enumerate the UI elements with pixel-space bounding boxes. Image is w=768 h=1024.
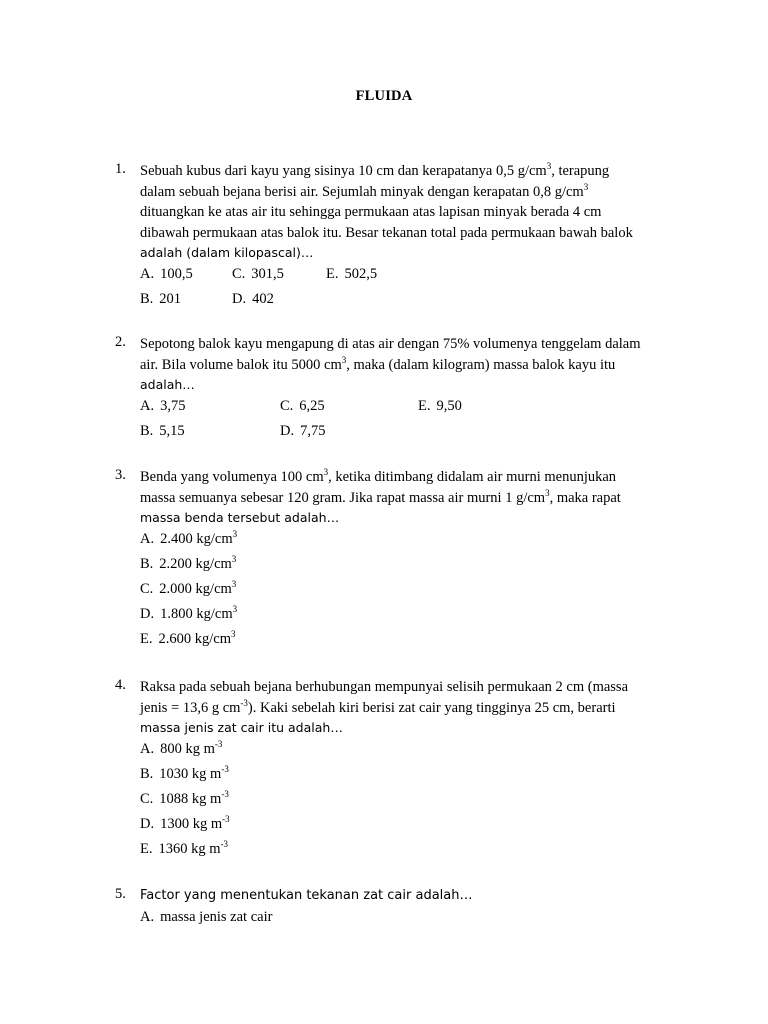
question-number: 4. <box>115 677 126 693</box>
stem-text: , ketika ditimbang didalam air murni menunjukan <box>328 469 617 485</box>
option-c <box>140 579 680 604</box>
option-letter: A. <box>140 397 155 414</box>
stem-text: , maka (dalam kilogram) massa balok kayu itu <box>346 356 616 373</box>
option-b <box>140 764 680 789</box>
option-text: 100,5 <box>160 265 193 282</box>
question-number: 1. <box>115 161 126 177</box>
option-text: massa jenis zat cair <box>160 908 273 925</box>
stem-text: air. Bila volume balok itu 5000 cm <box>140 356 342 373</box>
option-letter: C. <box>280 397 294 414</box>
question-number: 3. <box>115 467 126 483</box>
option-text: 2.200 kg/cm <box>159 555 232 572</box>
superscript: 3 <box>232 528 238 539</box>
option-letter: C. <box>232 265 246 282</box>
option-text: 2.400 kg/cm <box>160 530 233 547</box>
option-e <box>418 396 462 416</box>
option-text: 1.800 kg/cm <box>160 605 233 622</box>
option-text: 800 kg m <box>160 740 215 757</box>
stem-line <box>140 698 680 719</box>
options-row <box>140 421 680 446</box>
option-b <box>140 554 680 579</box>
superscript: 3 <box>583 181 589 192</box>
option-text: 1030 kg m <box>159 765 222 782</box>
question-body <box>140 161 680 314</box>
options-row <box>140 396 680 421</box>
option-text: 5,15 <box>159 422 185 439</box>
stem-text: jenis = 13,6 g cm <box>140 699 241 716</box>
superscript: -3 <box>220 838 229 849</box>
stem-text: Benda yang volumenya 100 cm <box>140 469 324 485</box>
option-letter: B. <box>140 765 154 782</box>
superscript: 3 <box>232 603 238 614</box>
question-number: 2. <box>115 334 126 350</box>
option-text: 1088 kg m <box>159 790 222 807</box>
stem-line: dibawah permukaan atas balok itu. Besar tekanan total pada permukaan bawah balok <box>140 224 633 241</box>
option-letter: A. <box>140 908 155 925</box>
option-letter: D. <box>140 605 155 622</box>
question-stem <box>140 467 680 529</box>
option-text: 2.000 kg/cm <box>159 580 232 597</box>
superscript: -3 <box>240 697 248 708</box>
option-a <box>140 529 680 554</box>
option-text: 7,75 <box>300 422 326 439</box>
stem-line: massa jenis zat cair itu adalah… <box>140 720 343 735</box>
question-stem <box>140 334 680 396</box>
option-a <box>140 739 680 764</box>
stem-text: , terapung <box>551 163 610 179</box>
superscript: 3 <box>231 553 237 564</box>
superscript: 3 <box>341 354 347 365</box>
option-b <box>140 421 185 441</box>
option-letter: A. <box>140 265 155 282</box>
option-c <box>232 264 284 284</box>
stem-line: Sepotong balok kayu mengapung di atas air dengan 75% volumenya tenggelam dalam <box>140 336 641 352</box>
option-text: 1300 kg m <box>160 815 223 832</box>
option-d <box>140 814 680 839</box>
option-letter: E. <box>140 840 153 857</box>
question-body <box>140 334 680 446</box>
option-d <box>140 604 680 629</box>
stem-text: ). Kaki sebelah kiri berisi zat cair yang tingginya 25 cm, berarti <box>247 699 616 716</box>
option-text: 3,75 <box>160 397 186 414</box>
option-e <box>326 264 377 284</box>
option-letter: A. <box>140 530 155 547</box>
superscript: 3 <box>323 467 329 477</box>
stem-line <box>140 467 680 488</box>
stem-line <box>140 488 680 509</box>
stem-line: adalah… <box>140 377 195 392</box>
option-letter: B. <box>140 290 154 307</box>
option-text: 301,5 <box>251 265 284 282</box>
superscript: -3 <box>221 763 229 774</box>
question-stem <box>140 161 680 264</box>
stem-line <box>140 161 680 182</box>
superscript: -3 <box>214 738 223 749</box>
question-body <box>140 886 680 932</box>
option-d <box>280 421 325 441</box>
option-letter: D. <box>140 815 155 832</box>
options-list <box>140 739 680 864</box>
stem-line <box>140 355 680 376</box>
option-letter: C. <box>140 790 154 807</box>
options-row <box>140 264 680 289</box>
option-text: 502,5 <box>344 265 378 282</box>
superscript: 3 <box>545 487 550 498</box>
stem-line: Raksa pada sebuah bejana berhubungan mempunyai selisih permukaan 2 cm (massa <box>140 679 629 695</box>
stem-text: massa semuanya sebesar 120 gram. Jika rapat massa air murni 1 g/cm <box>140 489 546 506</box>
superscript: -3 <box>222 813 230 824</box>
stem-line: Factor yang menentukan tekanan zat cair adalah… <box>140 888 473 903</box>
option-d <box>232 289 274 309</box>
question-body <box>140 677 680 864</box>
option-text: 402 <box>252 290 274 307</box>
option-letter: D. <box>280 422 295 439</box>
option-text: 6,25 <box>299 397 325 414</box>
stem-text: dalam sebuah bejana berisi air. Sejumlah minyak dengan kerapatan 0,8 g/cm <box>140 183 584 200</box>
options-list <box>140 529 680 654</box>
option-a <box>140 396 185 416</box>
option-a <box>140 907 680 932</box>
stem-text: Sebuah kubus dari kayu yang sisinya 10 cm dan kerapatanya 0,5 g/cm <box>140 163 547 179</box>
option-text: 1360 kg m <box>158 840 221 857</box>
options-row <box>140 289 680 314</box>
superscript: 3 <box>231 578 237 589</box>
option-letter: A. <box>140 740 155 757</box>
option-letter: C. <box>140 580 154 597</box>
question-body <box>140 467 680 654</box>
superscript: -3 <box>221 788 229 799</box>
question-stem <box>140 677 680 739</box>
option-text: 201 <box>159 290 182 307</box>
superscript: 3 <box>546 161 552 171</box>
question-number: 5. <box>115 886 126 902</box>
option-letter: E. <box>326 265 339 282</box>
option-e <box>140 839 680 864</box>
option-e <box>140 629 680 654</box>
stem-line: adalah (dalam kilopascal)… <box>140 245 314 260</box>
option-b <box>140 289 181 309</box>
stem-text: , maka rapat <box>549 489 621 506</box>
option-a <box>140 264 193 284</box>
option-letter: D. <box>232 290 247 307</box>
stem-line: massa benda tersebut adalah… <box>140 510 340 525</box>
option-letter: E. <box>140 630 153 647</box>
question-stem <box>140 886 680 907</box>
option-text: 2.600 kg/cm <box>158 630 231 647</box>
stem-line <box>140 182 680 203</box>
page-title: FLUIDA <box>355 88 413 104</box>
option-letter: B. <box>140 555 154 572</box>
stem-line: dituangkan ke atas air itu sehingga permukaan atas lapisan minyak berada 4 cm <box>140 204 602 220</box>
options-list <box>140 907 680 932</box>
option-text: 9,50 <box>436 397 462 414</box>
option-c <box>140 789 680 814</box>
option-letter: E. <box>418 397 431 414</box>
superscript: 3 <box>230 628 236 639</box>
option-letter: B. <box>140 422 154 439</box>
option-c <box>280 396 325 416</box>
